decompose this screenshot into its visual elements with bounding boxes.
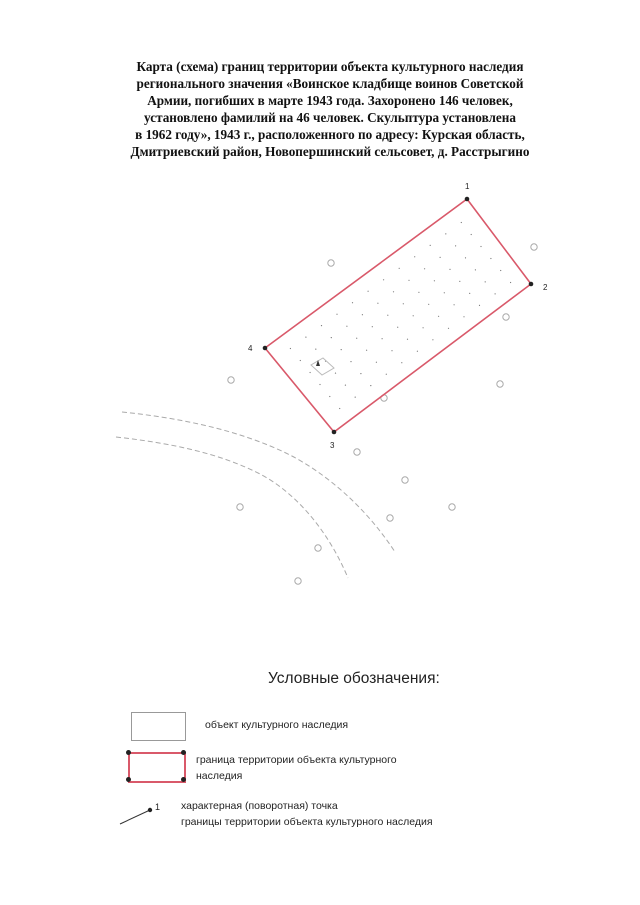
corner-point-3 xyxy=(332,430,337,435)
legend-boundary-corner xyxy=(181,777,186,782)
stipple-dot xyxy=(454,304,455,305)
stipple-dot xyxy=(341,349,342,350)
corner-label-4: 4 xyxy=(248,344,253,353)
stipple-dot xyxy=(319,384,320,385)
road-edge-lower xyxy=(116,437,348,578)
territory-stipple xyxy=(290,222,511,409)
stipple-dot xyxy=(377,303,378,304)
legend-boundary-corner xyxy=(126,777,131,782)
stipple-dot xyxy=(461,222,462,223)
stipple-dot xyxy=(387,315,388,316)
corner-point-1 xyxy=(465,197,470,202)
stipple-dot xyxy=(403,303,404,304)
legend-point-dot xyxy=(148,808,152,812)
corner-label-1: 1 xyxy=(465,182,470,191)
stipple-dot xyxy=(459,281,460,282)
stipple-dot xyxy=(372,326,373,327)
stipple-dot xyxy=(305,337,306,338)
title-line-2: регионального значения «Воинское кладбище воинов Советской xyxy=(136,76,524,91)
title-line-3: Армии, погибших в марте 1943 года. Захоронено 146 человек, xyxy=(147,93,513,108)
monument-icon xyxy=(316,360,320,366)
legend-object-symbol xyxy=(131,712,186,741)
stipple-dot xyxy=(430,245,431,246)
legend-boundary-symbol xyxy=(128,752,186,783)
trees xyxy=(228,244,537,584)
legend-title: Условные обозначения: xyxy=(268,670,440,687)
legend-boundary-label xyxy=(196,752,397,784)
tree-icon xyxy=(387,515,393,521)
stipple-dot xyxy=(397,327,398,328)
stipple-dot xyxy=(300,360,301,361)
stipple-dot xyxy=(407,339,408,340)
monument-symbol xyxy=(311,358,334,375)
stipple-dot xyxy=(383,279,384,280)
stipple-dot xyxy=(366,350,367,351)
stipple-dot xyxy=(424,268,425,269)
tree-icon xyxy=(295,578,301,584)
tree-icon xyxy=(354,449,360,455)
stipple-dot xyxy=(444,292,445,293)
stipple-dot xyxy=(368,291,369,292)
stipple-dot xyxy=(356,338,357,339)
stipple-dot xyxy=(408,280,409,281)
stipple-dot xyxy=(290,348,291,349)
stipple-dot xyxy=(414,256,415,257)
stipple-dot xyxy=(401,362,402,363)
stipple-dot xyxy=(500,270,501,271)
stipple-dot xyxy=(418,292,419,293)
stipple-dot xyxy=(310,372,311,373)
legend-boundary-corner xyxy=(126,750,131,755)
road-edge-upper xyxy=(122,412,395,552)
stipple-dot xyxy=(339,408,340,409)
stipple-dot xyxy=(336,314,337,315)
stipple-dot xyxy=(346,326,347,327)
stipple-dot xyxy=(428,304,429,305)
stipple-dot xyxy=(440,257,441,258)
stipple-dot xyxy=(345,385,346,386)
stipple-dot xyxy=(510,282,511,283)
legend-point-symbol xyxy=(120,802,160,824)
stipple-dot xyxy=(382,338,383,339)
stipple-dot xyxy=(434,280,435,281)
legend-boundary-label-line-2: наследия xyxy=(196,770,243,782)
tree-icon xyxy=(497,381,503,387)
stipple-dot xyxy=(480,246,481,247)
stipple-dot xyxy=(362,314,363,315)
stipple-dot xyxy=(479,305,480,306)
territory-boundary xyxy=(265,199,531,432)
stipple-dot xyxy=(376,362,377,363)
tree-icon xyxy=(315,545,321,551)
stipple-dot xyxy=(469,293,470,294)
legend-point-label-line-1: характерная (поворотная) точка xyxy=(181,800,338,812)
legend-boundary-corner xyxy=(181,750,186,755)
tree-icon xyxy=(449,504,455,510)
title-line-1: Карта (схема) границ территории объекта культурного наследия xyxy=(136,59,524,74)
stipple-dot xyxy=(495,293,496,294)
stipple-dot xyxy=(386,374,387,375)
stipple-dot xyxy=(393,291,394,292)
legend-boundary-label-line-1: граница территории объекта культурного xyxy=(196,754,397,766)
title-line-6: Дмитриевский район, Новопершинский сельсовет, д. Расстрыгино xyxy=(130,144,530,159)
stipple-dot xyxy=(417,351,418,352)
corner-label-3: 3 xyxy=(330,441,335,450)
stipple-dot xyxy=(471,234,472,235)
tree-icon xyxy=(402,477,408,483)
stipple-dot xyxy=(350,361,351,362)
tree-icon xyxy=(531,244,537,250)
stipple-dot xyxy=(370,385,371,386)
stipple-dot xyxy=(445,233,446,234)
legend-object-label: объект культурного наследия xyxy=(205,719,349,731)
stipple-dot xyxy=(315,349,316,350)
stipple-dot xyxy=(475,269,476,270)
stipple-dot xyxy=(490,258,491,259)
stipple-dot xyxy=(423,327,424,328)
tree-icon xyxy=(228,377,234,383)
stipple-dot xyxy=(399,268,400,269)
stipple-dot xyxy=(465,257,466,258)
corner-point-2 xyxy=(529,282,534,287)
stipple-dot xyxy=(321,325,322,326)
title-line-5: в 1962 году», 1943 г., расположенного по адресу: Курская область, xyxy=(135,127,525,142)
road xyxy=(116,412,395,578)
corner-label-2: 2 xyxy=(543,283,548,292)
stipple-dot xyxy=(449,269,450,270)
stipple-dot xyxy=(352,302,353,303)
stipple-dot xyxy=(331,337,332,338)
stipple-dot xyxy=(355,397,356,398)
legend-point-label xyxy=(181,798,433,830)
stipple-dot xyxy=(485,281,486,282)
stipple-dot xyxy=(360,373,361,374)
legend-point-label-line-2: границы территории объекта культурного наследия xyxy=(181,816,433,828)
stipple-dot xyxy=(391,350,392,351)
tree-icon xyxy=(237,504,243,510)
tree-icon xyxy=(328,260,334,266)
legend-point-number: 1 xyxy=(155,802,161,812)
legend-point-line xyxy=(120,810,150,824)
stipple-dot xyxy=(413,315,414,316)
stipple-dot xyxy=(448,328,449,329)
title-line-4: установлено фамилий на 46 человек. Скульптура установлена xyxy=(144,110,516,125)
stipple-dot xyxy=(463,316,464,317)
stipple-dot xyxy=(329,396,330,397)
tree-icon xyxy=(503,314,509,320)
monument-outline xyxy=(311,358,334,375)
corner-point-4 xyxy=(263,346,268,351)
stipple-dot xyxy=(335,373,336,374)
stipple-dot xyxy=(438,316,439,317)
stipple-dot xyxy=(432,339,433,340)
stipple-dot xyxy=(455,245,456,246)
